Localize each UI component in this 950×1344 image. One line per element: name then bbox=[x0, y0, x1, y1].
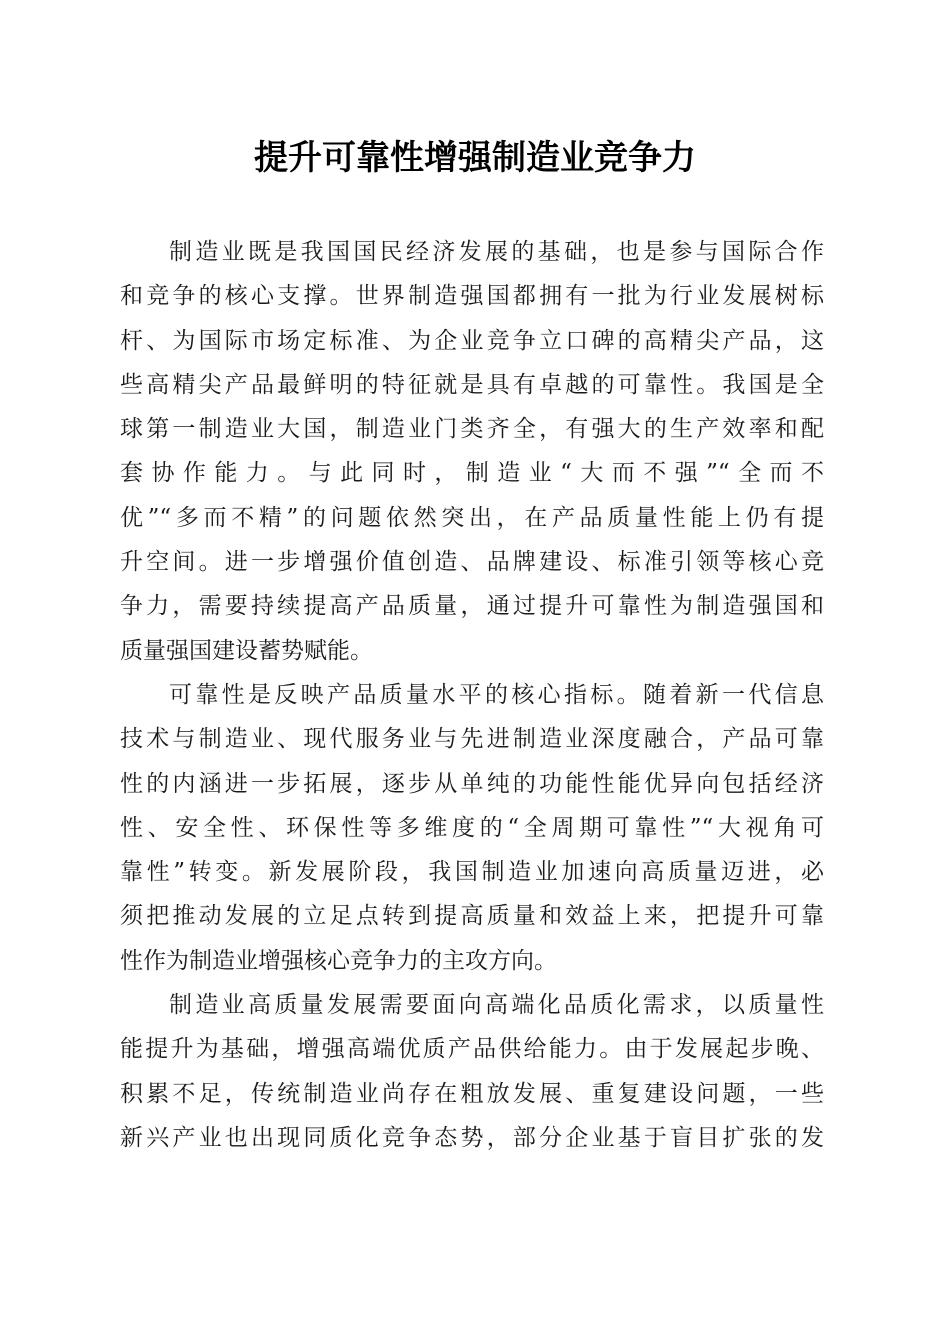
document-title: 提升可靠性增强制造业竞争力 bbox=[254, 138, 696, 178]
text-line: 制造业既是我国国民经济发展的基础，也是参与国际合作 bbox=[169, 239, 824, 265]
paragraph-2 bbox=[120, 673, 824, 983]
text-line: 些高精尖产品最鲜明的特征就是具有卓越的可靠性。我国是全 bbox=[120, 371, 824, 398]
text-line: 和竞争的核心支撑。世界制造强国都拥有一批为行业发展树标 bbox=[120, 283, 824, 310]
paragraph-3 bbox=[120, 983, 824, 1160]
text-line: 杆、为国际市场定标准、为企业竞争立口碑的高精尖产品，这 bbox=[120, 327, 824, 354]
text-line: 质量强国建设蓄势赋能。 bbox=[120, 637, 373, 664]
text-line: 可靠性是反映产品质量水平的核心指标。随着新一代信息 bbox=[169, 681, 824, 708]
text-line: 技术与制造业、现代服务业与先进制造业深度融合，产品可靠 bbox=[120, 726, 824, 753]
text-line: 球第一制造业大国，制造业门类齐全，有强大的生产效率和配 bbox=[120, 416, 824, 443]
text-line: 性、安全性、环保性等多维度的“全周期可靠性”“大视角可 bbox=[120, 814, 824, 841]
text-line: 升空间。进一步增强价值创造、品牌建设、标准引领等核心竞 bbox=[120, 549, 824, 576]
text-line: 性作为制造业增强核心竞争力的主攻方向。 bbox=[120, 947, 557, 974]
text-line: 性的内涵进一步拓展，逐步从单纯的功能性能优异向包括经济 bbox=[120, 770, 824, 797]
text-line: 能提升为基础，增强高端优质产品供给能力。由于发展起步晚、 bbox=[120, 1036, 824, 1063]
text-line: 须把推动发展的立足点转到提高质量和效益上来，把提升可靠 bbox=[120, 903, 824, 930]
text-line: 制造业高质量发展需要面向高端化品质化需求，以质量性 bbox=[169, 992, 824, 1019]
document-body bbox=[120, 230, 824, 1160]
paragraph-1 bbox=[120, 230, 824, 673]
text-line: 争力，需要持续提高产品质量，通过提升可靠性为制造强国和 bbox=[120, 593, 824, 620]
text-line: 靠性”转变。新发展阶段，我国制造业加速向高质量迈进，必 bbox=[120, 859, 824, 886]
text-line: 新兴产业也出现同质化竞争态势，部分企业基于盲目扩张的发 bbox=[120, 1124, 824, 1151]
text-line: 优”“多而不精”的问题依然突出，在产品质量性能上仍有提 bbox=[120, 504, 824, 531]
text-line: 积累不足，传统制造业尚存在粗放发展、重复建设问题，一些 bbox=[120, 1080, 824, 1107]
text-line: 套协作能力。与此同时，制造业“大而不强”“全而不 bbox=[120, 460, 824, 487]
